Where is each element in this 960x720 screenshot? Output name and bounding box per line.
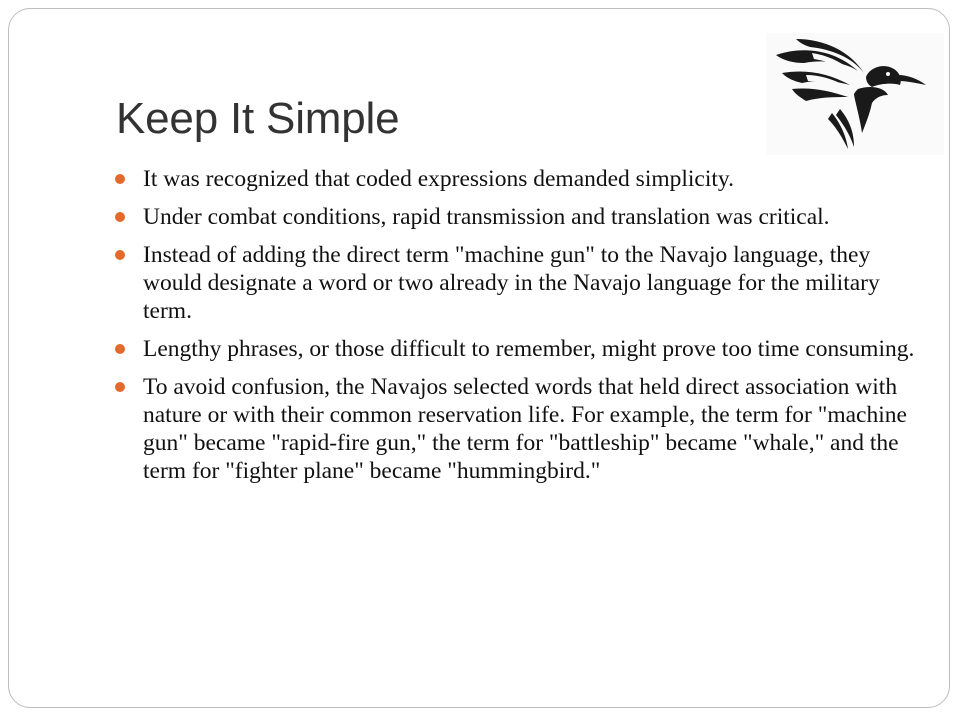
bullet-dot-icon bbox=[115, 250, 125, 260]
bullet-text: It was recognized that coded expressions demanded simplicity. bbox=[143, 166, 735, 192]
list-item bbox=[115, 335, 915, 363]
bullet-text: Under combat conditions, rapid transmission and translation was critical. bbox=[143, 204, 830, 230]
bullet-list bbox=[115, 165, 915, 495]
list-item bbox=[115, 165, 915, 193]
bullet-text: To avoid confusion, the Navajos selected words that held direct association with nature or with their common reservation life. For example, the term for "machine gun" became "rapid-fire gun," the term for "battleship" became "whale," and the term for "fighter plane" became "hummingbird." bbox=[143, 374, 907, 484]
bullet-text: Lengthy phrases, or those difficult to remember, might prove too time consuming. bbox=[143, 336, 915, 362]
slide-title: Keep It Simple bbox=[116, 94, 400, 143]
bullet-dot-icon bbox=[115, 174, 125, 184]
bullet-text: Instead of adding the direct term "machine gun" to the Navajo language, they would designate a word or two already in the Navajo language for the military term. bbox=[143, 242, 880, 324]
list-item bbox=[115, 241, 915, 325]
hummingbird-icon bbox=[766, 33, 944, 155]
bullet-dot-icon bbox=[115, 382, 125, 392]
list-item bbox=[115, 373, 915, 485]
bullet-dot-icon bbox=[115, 212, 125, 222]
list-item bbox=[115, 203, 915, 231]
bullet-dot-icon bbox=[115, 344, 125, 354]
slide bbox=[8, 8, 950, 708]
